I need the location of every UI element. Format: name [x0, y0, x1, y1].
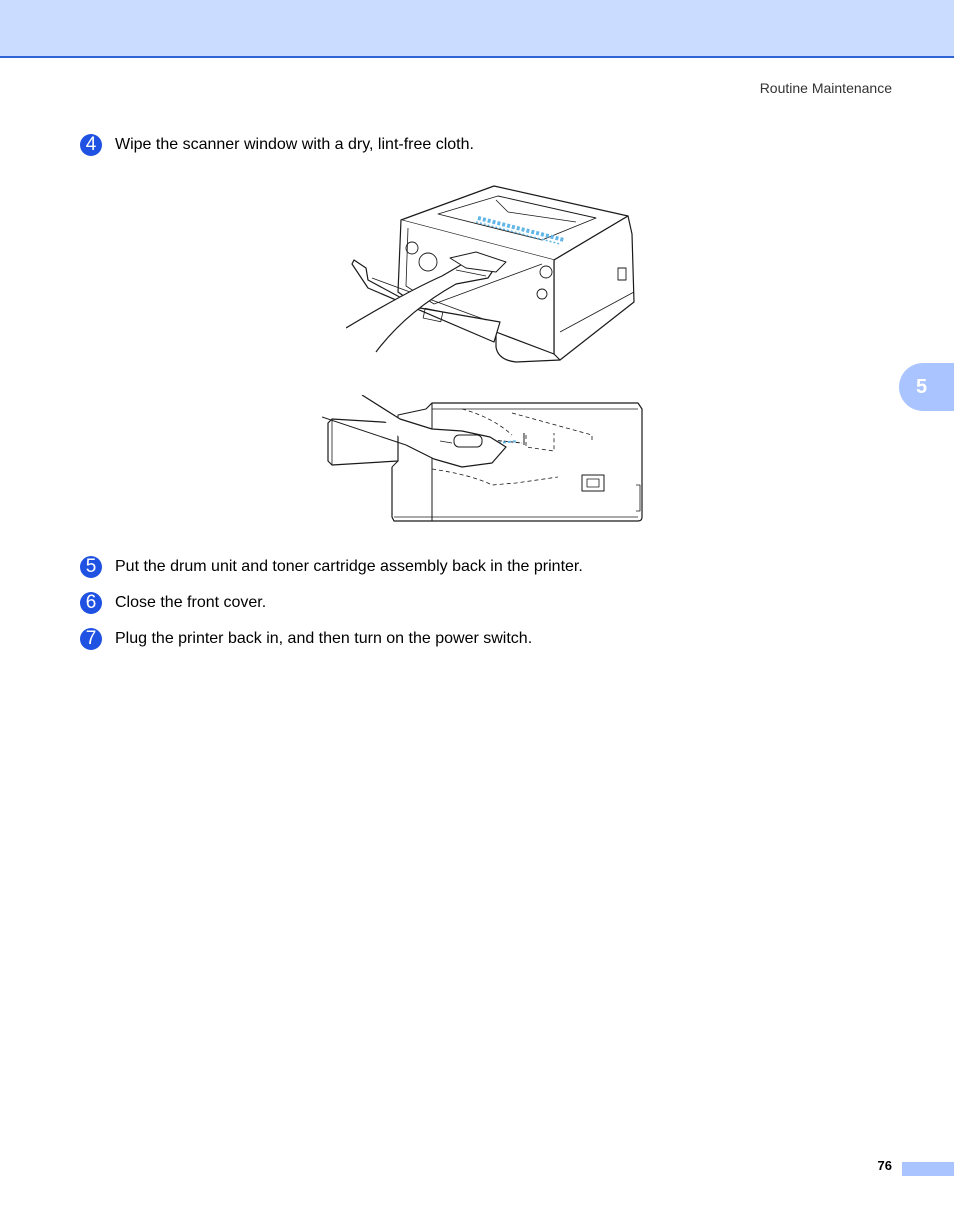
step-4 [80, 134, 474, 156]
printer-cleaning-illustration [346, 182, 638, 368]
step-text: Wipe the scanner window with a dry, lint-free cloth. [115, 136, 474, 153]
step-7 [80, 628, 532, 650]
step-text: Put the drum unit and toner cartridge assembly back in the printer. [115, 558, 583, 575]
page-number-bar [902, 1162, 954, 1176]
header-band [0, 0, 954, 58]
printer-side-view-illustration [322, 395, 648, 527]
step-6 [80, 592, 266, 614]
step-text: Plug the printer back in, and then turn on the power switch. [115, 630, 533, 647]
step-text: Close the front cover. [115, 594, 267, 611]
chapter-tab [899, 363, 954, 411]
step-5 [80, 556, 583, 578]
step-number-badge: 5 [80, 556, 102, 578]
running-header: Routine Maintenance [759, 80, 892, 96]
chapter-number: 5 [916, 375, 928, 398]
step-number-badge: 4 [80, 134, 102, 156]
step-number-badge: 6 [80, 592, 102, 614]
step-number-badge: 7 [80, 628, 102, 650]
page-number: 76 [877, 1158, 892, 1173]
